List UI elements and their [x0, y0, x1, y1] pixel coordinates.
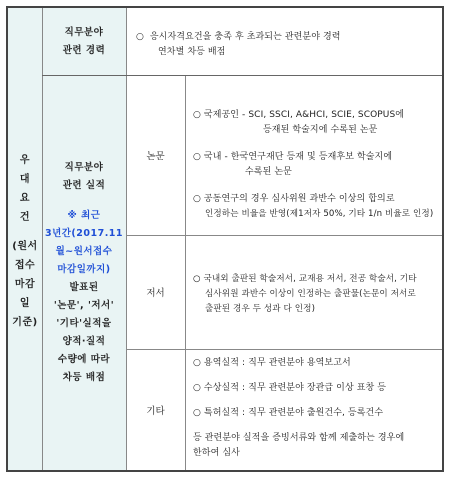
bullet-icon: ○: [193, 358, 201, 368]
category-paper: 논문: [146, 151, 165, 162]
bullet-icon: ○: [193, 110, 201, 120]
paper-content: ○ 국제공인 - SCI, SSCI, A&HCI, SCIE, SCOPUS에 등재된 학술지에 수록된 논문 ○ 국내 - 한국연구재단 등재 및 등재후보 학술지에 수록된 논문 ○ 공동연구의 경우 심사위원 과반수 이상의 합의로 인정하는 비율을 반영(제1저자 50%, 기타 1/n 비율로 인정): [193, 110, 434, 219]
research-label: 직무분야 관련 실적 ※ 최근 3년간(2017.11 월~원서접수 마감일까지) 발표된 '논문', '저서' '기타'실적을 양적·질적 수량에 따라 차등 배점: [44, 161, 124, 383]
bullet-icon: ○: [193, 408, 201, 418]
bullet-icon: ○: [193, 274, 201, 284]
scoring-criteria-table: [6, 6, 444, 472]
other-content: ○ 용역실적 : 직무 관련분야 용역보고서 ○ 수상실적 : 직무 관련분야 장관급 이상 표창 등 ○ 특허실적 : 직무 관련분야 출원건수, 등록건수 등 관련분야 실적을 증빙서류와 함께 제출하는 경우에 한하여 심사: [193, 358, 405, 458]
category-book: 저서: [146, 288, 165, 299]
book-content: ○ 국내외 출판된 학술저서, 교재용 저서, 전공 학술서, 기타 심사위원 과반수 이상이 인정하는 출판물(논문이 저서로 출판된 경우 두 성과 다 인정): [193, 274, 417, 314]
career-content: ○ 응시자격요건을 충족 후 초과되는 관련분야 경력 연차별 차등 배점: [136, 32, 341, 57]
career-label: 직무분야 관련 경력: [62, 26, 106, 56]
bullet-icon: ○: [136, 32, 144, 42]
category-other: 기타: [146, 405, 165, 417]
bullet-icon: ○: [193, 383, 201, 393]
bullet-icon: ○: [193, 152, 201, 162]
bullet-icon: ○: [193, 194, 201, 204]
priority-conditions-header: 우 대 요 건 (원서 접수 마감 일 기준): [12, 154, 38, 328]
